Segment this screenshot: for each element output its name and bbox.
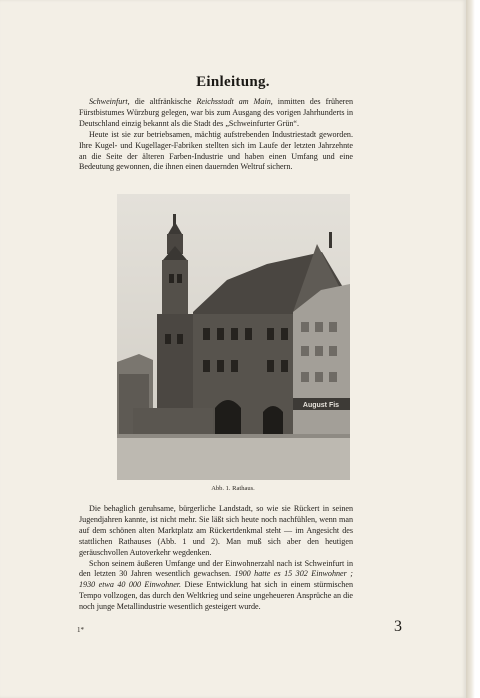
intro-text bbox=[79, 97, 353, 173]
page-edge bbox=[466, 0, 480, 698]
paragraph-2: Heute ist sie zur betriebsamen, mächtig aufstrebenden Industriestadt geworden. Ihre Kugel- und Kugellager-Fabriken stellten sich im Laufe der letzten Jahrzehnte an die Seite der älteren Farben-Industrie und haben einen Umfang und eine Bedeutung gewonnen, die ihnen einen dauernden Weltruf sichern. bbox=[79, 129, 353, 172]
page-title: Einleitung. bbox=[196, 74, 270, 90]
paragraph-4 bbox=[79, 559, 353, 614]
paragraph-3: Die behaglich geruhsame, bürgerliche Landstadt, so wie sie Rückert in seinen Jugendjahren kannte, ist nicht mehr. Sie läßt sich heute noch nachfühlen, wenn man auf dem schönen alten Marktplatz am Rückertdenkmal steht — im Angesicht des stattlichen Rathauses (Abb. 1 und 2). Man muß sich aber den heutigen geräuschvollen Autoverkehr wegdenken. bbox=[79, 504, 353, 557]
photo-caption: Abb. 1. Rathaus. bbox=[211, 485, 255, 492]
signature-mark: 1* bbox=[77, 626, 84, 634]
body-text bbox=[79, 504, 353, 613]
place-name: Schweinfurt, bbox=[89, 97, 130, 106]
page-number: 3 bbox=[394, 618, 402, 635]
city-description: Reichsstadt am Main, bbox=[196, 97, 273, 106]
paragraph-4-text-b: Diese Entwicklung hat sich in einem stürmischen Tempo vollzogen, das durch den Weltkrieg und seine ungeheueren Ansprüche an die noch junge Metallindustrie wesentlich gesteigert wurde. bbox=[79, 580, 353, 612]
paragraph-4-text-a: Schon seinem äußeren Umfange und der Einwohnerzahl nach ist Schweinfurt in den letzten 30 Jahren wesentlich gewachsen. bbox=[79, 558, 353, 579]
shop-sign-text: August Fis bbox=[302, 402, 340, 409]
population-figures: 1900 hatte es 15 302 Einwohner ; 1930 etwa 40 000 Einwohner. bbox=[79, 569, 353, 590]
paragraph-1-text-a: die altfränkische bbox=[129, 97, 197, 106]
town-hall-photo bbox=[117, 194, 350, 480]
paragraph-1-text-b: inmitten des früheren Fürstbistumes Würzburg gelegen, war bis zum Ausgang des vorigen Jahrhunderts in Deutschland einzig bekannt als die Stadt des „Schweinfurter Grün“. bbox=[79, 97, 353, 128]
paragraph-1 bbox=[79, 97, 353, 130]
